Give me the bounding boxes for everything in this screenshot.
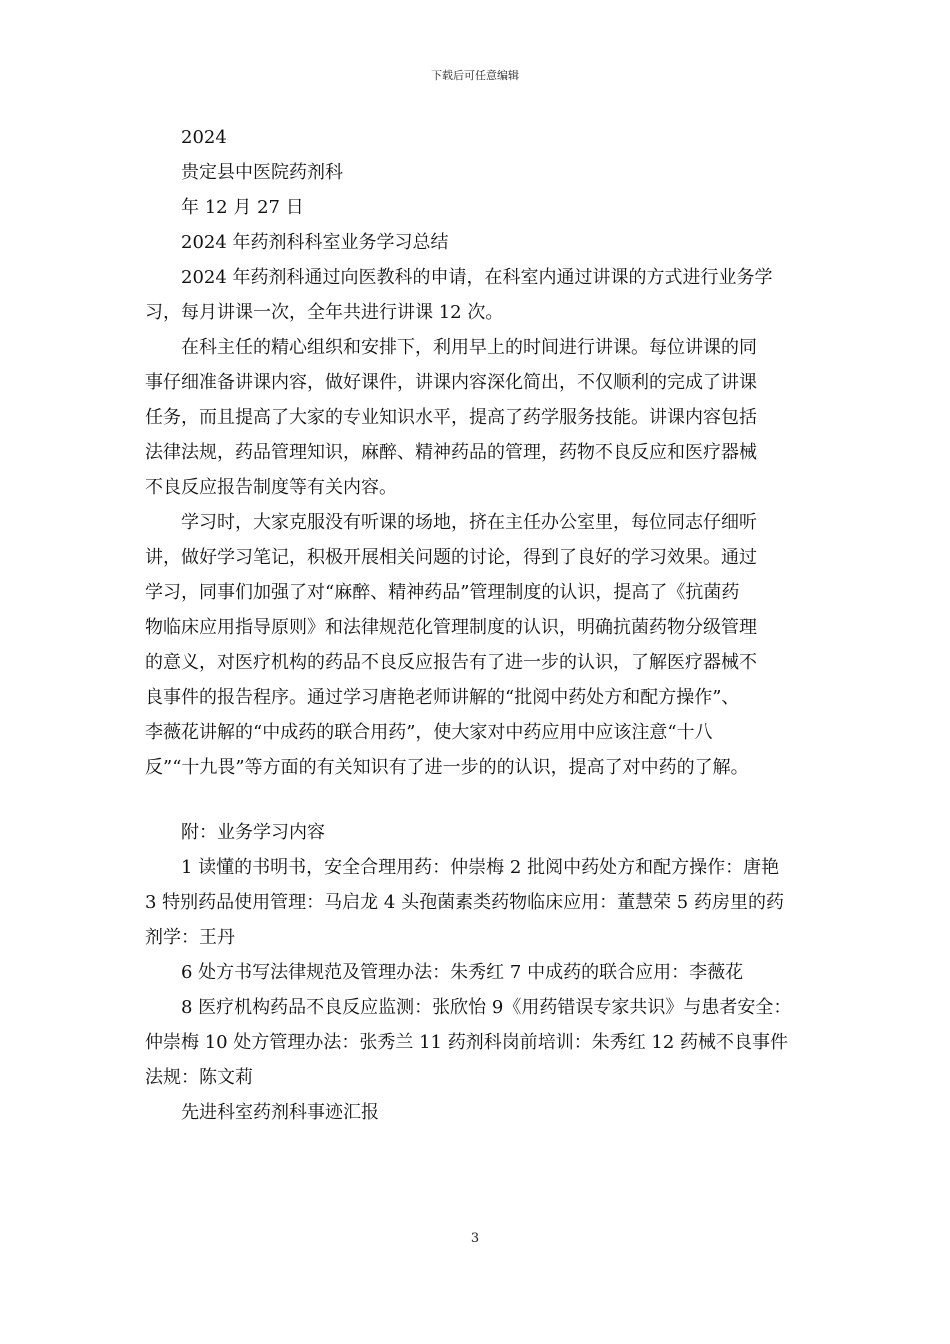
- paragraph-3-line: 物临床应用指导原则》和法律规范化管理制度的认识，明确抗菌药物分级管理: [145, 617, 757, 638]
- paragraph-2-line: 不良反应报告制度等有关内容。: [145, 477, 397, 498]
- paragraph-1-line: 习，每月讲课一次，全年共进行讲课 12 次。: [145, 302, 504, 323]
- page-number: 3: [470, 1231, 480, 1246]
- appendix-line: 8 医疗机构药品不良反应监测：张欣怡 9《用药错误专家共识》与患者安全：: [181, 997, 792, 1018]
- date-line: 年 12 月 27 日: [181, 197, 304, 218]
- appendix-list-1: [145, 850, 825, 955]
- document-title: 2024 年药剂科科室业务学习总结: [181, 232, 449, 253]
- appendix-line: 6 处方书写法律规范及管理办法：朱秀红 7 中成药的联合应用：李薇花: [181, 962, 744, 983]
- document-body: [145, 120, 825, 1130]
- paragraph-2-line: 法律法规，药品管理知识，麻醉、精神药品的管理，药物不良反应和医疗器械: [145, 442, 757, 463]
- paragraph-3-line: 学习时，大家克服没有听课的场地，挤在主任办公室里，每位同志仔细听: [181, 512, 757, 533]
- paragraph-1: [145, 260, 825, 330]
- paragraph-3-line: 的意义，对医疗机构的药品不良反应报告有了进一步的认识，了解医疗器械不: [145, 652, 757, 673]
- paragraph-2: [145, 330, 825, 505]
- page-header-note: 下载后可任意编辑: [431, 69, 519, 82]
- paragraph-2-line: 在科主任的精心组织和安排下，利用早上的时间进行讲课。每位讲课的同: [181, 337, 757, 358]
- paragraph-1-line: 2024 年药剂科通过向医教科的申请，在科室内通过讲课的方式进行业务学: [181, 267, 773, 288]
- appendix-line: 1 读懂的书明书，安全合理用药：仲崇梅 2 批阅中药处方和配方操作：唐艳: [181, 857, 780, 878]
- paragraph-2-line: 事仔细准备讲课内容，做好课件，讲课内容深化简出，不仅顺利的完成了讲课: [145, 372, 757, 393]
- appendix-title: 附：业务学习内容: [181, 822, 325, 843]
- paragraph-3-line: 李薇花讲解的“中成药的联合用药”，使大家对中药应用中应该注意“十八: [145, 722, 713, 743]
- appendix-line: 3 特别药品使用管理：马启龙 4 头孢菌素类药物临床应用：董慧荣 5 药房里的药: [145, 892, 784, 913]
- paragraph-3-line: 讲，做好学习笔记，积极开展相关问题的讨论，得到了良好的学习效果。通过: [145, 547, 757, 568]
- paragraph-2-line: 任务，而且提高了大家的专业知识水平，提高了药学服务技能。讲课内容包括: [145, 407, 757, 428]
- paragraph-3-line: 学习，同事们加强了对“麻醉、精神药品”管理制度的认识，提高了《抗菌药: [145, 582, 740, 603]
- appendix-line: 剂学：王丹: [145, 927, 235, 948]
- appendix-list-2: [145, 955, 825, 990]
- closing-line: 先进科室药剂科事迹汇报: [181, 1102, 379, 1123]
- year-line: 2024: [181, 127, 227, 148]
- section-gap: [145, 785, 825, 815]
- paragraph-3: [145, 505, 825, 785]
- paragraph-3-line: 良事件的报告程序。通过学习唐艳老师讲解的“批阅中药处方和配方操作”、: [145, 687, 740, 708]
- appendix-line: 仲崇梅 10 处方管理办法：张秀兰 11 药剂科岗前培训：朱秀红 12 药械不良事件: [145, 1032, 789, 1053]
- appendix-list-3: [145, 990, 825, 1095]
- appendix-line: 法规：陈文莉: [145, 1067, 253, 1088]
- paragraph-3-line: 反”“十九畏”等方面的有关知识有了进一步的的认识，提高了对中药的了解。: [145, 757, 749, 778]
- organization-line: 贵定县中医院药剂科: [181, 162, 343, 183]
